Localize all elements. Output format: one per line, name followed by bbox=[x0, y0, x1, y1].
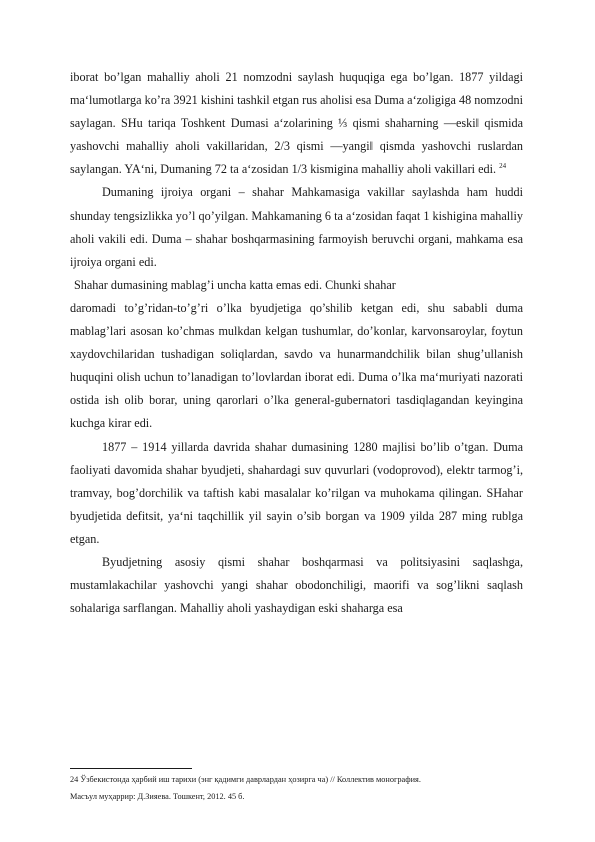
body-text bbox=[70, 66, 523, 620]
paragraph-1 bbox=[70, 66, 523, 181]
footnote-divider bbox=[70, 768, 192, 769]
paragraph-2: Dumaning ijroiya organi – shahar Mahkamasiga vakillar saylashda ham huddi shunday tengsizlikka yo’l qo’yilgan. Mahkamaning 6 ta a‘zosidan faqat 1 kishigina mahalliy aholi vakili edi. Duma – shahar boshqarmasining farmoyish beruvchi organi, mahkama esa ijroiya organi edi. bbox=[70, 185, 523, 269]
paragraph-3: Shahar dumasining mablag’i uncha katta emas edi. Chunki shahar bbox=[74, 277, 396, 292]
footnote-reference[interactable]: 24 bbox=[499, 162, 507, 171]
footnote bbox=[70, 771, 523, 805]
footnote-line-2: Масъул муҳаррир: Д.Зияева. Тошкент, 2012. 45 б. bbox=[70, 792, 245, 801]
paragraph-1-text: iborat bo’lgan mahalliy aholi 21 nomzodni saylash huquqiga ega bo’lgan. 1877 yildagi ma‘lumotlarga ko’ra 3921 kishini tashkil etgan rus aholisi esa Duma a‘zoligiga 48 nomzodni saylagan. SHu tariqa Toshkent Dumasi a‘zolarining ⅓ qismi shaharning ―eski‖ qismida yashovchi mahalliy aholi vakillaridan, 2/3 qismi ―yangi‖ qismda yashovchi ruslardan saylangan. YA‘ni, Dumaning 72 ta a‘zosidan 1/3 kismigina mahalliy aholi vakillari edi. bbox=[70, 70, 523, 177]
paragraph-6: Byudjetning asosiy qismi shahar boshqarmasi va politsiyasini saqlashga, mustamlakachilar yashovchi yangi shahar obodonchiligi, maorifi va sog’likni saqlash sohalariga sarflangan. Mahalliy aholi yashaydigan eski shaharga esa bbox=[70, 554, 523, 616]
paragraph-4: daromadi to’g’ridan-to’g’ri o’lka byudjetiga qo’shilib ketgan edi, shu sababli duma mablag’lari asosan ko’chmas mulkdan kelgan tushumlar, do’konlar, karvonsaroylar, foytun xaydovchilaridan tushadigan soliqlardan, savdo va hunarmandchilik bilan shug’ullanish huquqini olish uchun to’lanadigan to’lovlardan iborat edi. Duma o’lka ma‘muriyati nazorati ostida ish olib borar, uning qarorlari o’lka general-gubernatori tasdiqlagandan keyingina kuchga kirar edi. bbox=[70, 300, 523, 431]
footnote-line-1: 24 Ўзбекистонда ҳарбий иш тарихи (энг қадимги даврлардан ҳозирга ча) // Коллектив монография. bbox=[70, 775, 421, 784]
paragraph-5: 1877 – 1914 yillarda davrida shahar dumasining 1280 majlisi bo’lib o’tgan. Duma faoliyati davomida shahar byudjeti, shahardagi suv quvurlari (vodoprovod), elektr tarmog’i, tramvay, bog’dorchilik va taftish kabi masalalar ko’rilgan va muhokama qilingan. SHahar byudjetida defitsit, ya‘ni taqchillik yil sayin o’sib borgan va 1909 yilda 287 ming rublga etgan. bbox=[70, 439, 523, 546]
